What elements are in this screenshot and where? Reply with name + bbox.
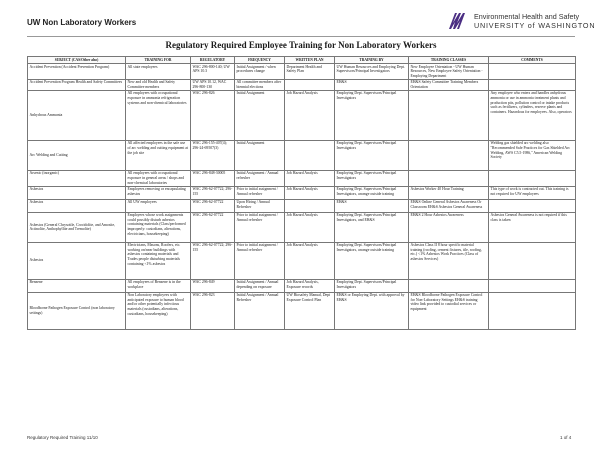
table-row <box>28 242 576 279</box>
footer-left: Regulatory Required Training 11/10 <box>27 435 98 440</box>
table-cell: Any employee who enters and handles anhydrous ammonia or use in ammonia treatment plants and production pits, pollution control or intake products such as fertilizers, cylinders, reserve plants and containers. Hazardous for employees. Also, operators <box>489 90 576 140</box>
header-divider <box>27 36 575 37</box>
table-cell: This type of work is contracted out. This training is not required for UW employees <box>489 186 576 199</box>
table-cell: Anhydrous Ammonia <box>28 90 126 140</box>
table-cell: Asbestos <box>28 186 126 199</box>
table-cell <box>409 90 489 140</box>
table-row <box>28 64 576 80</box>
table-cell: Accident Prevention (Accident Prevention Program) <box>28 64 126 80</box>
table-cell: Initial Assignment / when procedures change <box>235 64 285 80</box>
table-cell: Prior to initial assignment / Annual refresher <box>235 186 285 199</box>
table-cell <box>489 292 576 329</box>
document-title: Regulatory Required Employee Training for Non Laboratory Workers <box>165 40 437 50</box>
table-cell: EH&S or Employing Dept. with approval by EH&S <box>335 292 409 329</box>
table-cell: Employing Dept. Supervisors/Principal Investigators <box>335 140 409 170</box>
table-cell: All state employees <box>126 64 191 80</box>
table-cell <box>409 140 489 170</box>
table-cell: WAC 296-826 <box>191 90 235 140</box>
table-cell: Employing Dept. Supervisors/Principal Investigators, arrange outside training <box>335 242 409 279</box>
table-cell: UW APS 10.12, WAC 296-800-130 <box>191 79 235 90</box>
table-cell: Asbestos <box>28 242 126 279</box>
table-row <box>28 90 576 140</box>
table-cell: Asbestos General Awareness is not required if this class is taken <box>489 212 576 242</box>
table-cell: Asbestos (General Chrysotile, Crocidolite, and Amosite, Actinolite, Anthophyllite and Tremolite) <box>28 212 126 242</box>
column-header: REGULATORY <box>191 57 235 64</box>
table-row <box>28 199 576 212</box>
table-cell <box>409 170 489 186</box>
table-cell: Arsenic (inorganic) <box>28 170 126 186</box>
table-cell <box>489 170 576 186</box>
table-cell <box>489 64 576 80</box>
table-cell: All UW employees <box>126 199 191 212</box>
table-cell <box>409 279 489 292</box>
org-name-line2: UNIVERSITY of WASHINGTON <box>474 21 596 30</box>
training-table <box>27 56 576 330</box>
table-cell: All committee members after biennial elections <box>235 79 285 90</box>
table-cell: EH&S Safety Committee Training Members Orientation <box>409 79 489 90</box>
table-cell: Initial Assignment / Annual Refresher <box>235 292 285 329</box>
table-cell: Accident Prevention Program Health and Safety Committees <box>28 79 126 90</box>
table-cell: WAC 296-849 <box>191 279 235 292</box>
table-row <box>28 79 576 90</box>
table-cell: EH&S 2 Hour Asbestos Awareness <box>409 212 489 242</box>
table-cell: WAC 296-62-07722; 296-155 <box>191 242 235 279</box>
column-header: TRAINING CLASSES <box>409 57 489 64</box>
table-cell: EH&S <box>335 199 409 212</box>
table-cell: UW Biosafety Manual, Dept Exposure Control Plan <box>285 292 335 329</box>
table-cell: Welding gas shielded arc welding also "Recommended Safe Practices for Gas Shielded Arc Welding, AWS C5.5-1986," American Welding Society <box>489 140 576 170</box>
table-row <box>28 186 576 199</box>
table-cell: Job Hazard Analysis <box>285 212 335 242</box>
column-header: FREQUENCY <box>235 57 285 64</box>
table-cell: EH&S Bloodborne Pathogen Exposure Control for Non-Laboratory Settings EH&S training video link provided to custodial services or equipment <box>409 292 489 329</box>
table-cell: Employing Dept. Supervisors/Principal Investigators <box>335 90 409 140</box>
table-cell: Non Laboratory employees with anticipated exposure to human blood and/or other potentially infectious materials (custodians, alterations, custodians, housekeeping) <box>126 292 191 329</box>
table-cell <box>489 242 576 279</box>
table-cell: Bloodborne Pathogen Exposure Control (non laboratory settings) <box>28 292 126 329</box>
column-header: SUBJECT (CAS/Other also) <box>28 57 126 64</box>
table-cell: Employing Dept. Supervisors/Principal Investigators, and EH&S <box>335 212 409 242</box>
table-row <box>28 170 576 186</box>
table-cell: WAC 296-800-140; UW APS 10.3 <box>191 64 235 80</box>
table-cell: Job Hazard Analysis <box>285 186 335 199</box>
table-cell: Job Hazard Analysis <box>285 242 335 279</box>
table-cell: Prior to initial assignment / Annual refresher <box>235 242 285 279</box>
column-header: TRAINING FOR <box>126 57 191 64</box>
table-cell: New Employee Orientation - UW Human Resources, New Employee Safety Orientation - Employing Department <box>409 64 489 80</box>
table-cell: EH&S <box>335 79 409 90</box>
table-cell: EH&S Online General Asbestos Awareness Or Classroom EH&S Asbestos General Awareness <box>409 199 489 212</box>
table-cell: Prior to initial assignment / Annual refresher <box>235 212 285 242</box>
table-cell: All employees with occupational exposure in general areas / shops and non-chemical laboratories <box>126 170 191 186</box>
table-cell: Initial Assignment <box>235 140 285 170</box>
table-cell: Job Hazard Analysis <box>285 90 335 140</box>
table-cell <box>489 79 576 90</box>
table-cell <box>489 279 576 292</box>
uw-logo-icon <box>447 9 471 31</box>
table-cell: Asbestos <box>28 199 126 212</box>
table-cell: WAC 296-62-07722 <box>191 212 235 242</box>
table-cell: Employing Dept. Supervisors/Principal Investigators <box>335 279 409 292</box>
column-header: COMMENTS <box>489 57 576 64</box>
table-cell: WAC 296-62-07722; 296-155 <box>191 186 235 199</box>
table-cell: WAC 296-848-30005 <box>191 170 235 186</box>
table-cell: Asbestos Class II 8 hour specific material training (roofing, cement fixtures, tile, roofing, etc.) <1% Asbestos Work Practices (Class of asbestos Services) <box>409 242 489 279</box>
table-cell: WAC 296-155-407(4); 296-24-69507(3) <box>191 140 235 170</box>
table-row <box>28 279 576 292</box>
table-cell: Employees whose work assignments could possibly disturb asbestos containing materials (Class/performed improperly: custodians, alterations, electricians, housekeeping) <box>126 212 191 242</box>
table-cell: Upon Hiring / Annual Refresher <box>235 199 285 212</box>
table-cell: UW Human Resources and Employing Dept. Supervisors/Principal Investigators <box>335 64 409 80</box>
table-cell: Initial Assignment / Annual refresher <box>235 170 285 186</box>
table-cell: New and old Health and Safety Committee members <box>126 79 191 90</box>
table-cell: WAC 296-823 <box>191 292 235 329</box>
table-cell: Initial Assignment <box>235 90 285 140</box>
table-row <box>28 292 576 329</box>
column-header: WRITTEN PLAN <box>285 57 335 64</box>
table-cell: All employees of Benzene is in the workplace <box>126 279 191 292</box>
table-cell: Arc Welding and Cutting <box>28 140 126 170</box>
table-cell: Asbestos Worker 40 Hour Training <box>409 186 489 199</box>
table-cell: Employees removing or encapsulating asbestos <box>126 186 191 199</box>
column-header: TRAINING BY <box>335 57 409 64</box>
table-cell: Electricians, Masons, Roofers, etc. working on/near buildings with asbestos containing materials and Trades people disturbing materials containing <1% asbestos <box>126 242 191 279</box>
table-cell: Job Hazard Analysis, Exposure records <box>285 279 335 292</box>
table-cell: Department Health and Safety Plan <box>285 64 335 80</box>
table-cell <box>285 140 335 170</box>
table-cell <box>285 79 335 90</box>
table-cell: Employing Dept. Supervisors/Principal Investigators, arrange outside training <box>335 186 409 199</box>
table-cell <box>489 199 576 212</box>
table-cell: Initial Assignment / Annual depending on exposure <box>235 279 285 292</box>
org-name-line1: Environmental Health and Safety <box>474 12 580 21</box>
table-cell: WAC 296-62-07722 <box>191 199 235 212</box>
table-row <box>28 212 576 242</box>
table-body <box>28 64 576 330</box>
table-cell: All employees with occupational exposure in ammonia refrigeration systems and non-chemical laboratories <box>126 90 191 140</box>
table-cell <box>285 199 335 212</box>
table-cell: Job Hazard Analysis <box>285 170 335 186</box>
table-row <box>28 140 576 170</box>
page-number: 1 of 4 <box>560 435 572 440</box>
header-left-title: UW Non Laboratory Workers <box>27 18 137 27</box>
table-header-row <box>28 57 576 64</box>
table-cell: Employing Dept. Supervisors/Principal Investigators <box>335 170 409 186</box>
org-logo-block <box>447 9 597 35</box>
table-cell: Benzene <box>28 279 126 292</box>
table-cell: All affected employees in the safe use of arc welding and cutting equipment at the job site <box>126 140 191 170</box>
